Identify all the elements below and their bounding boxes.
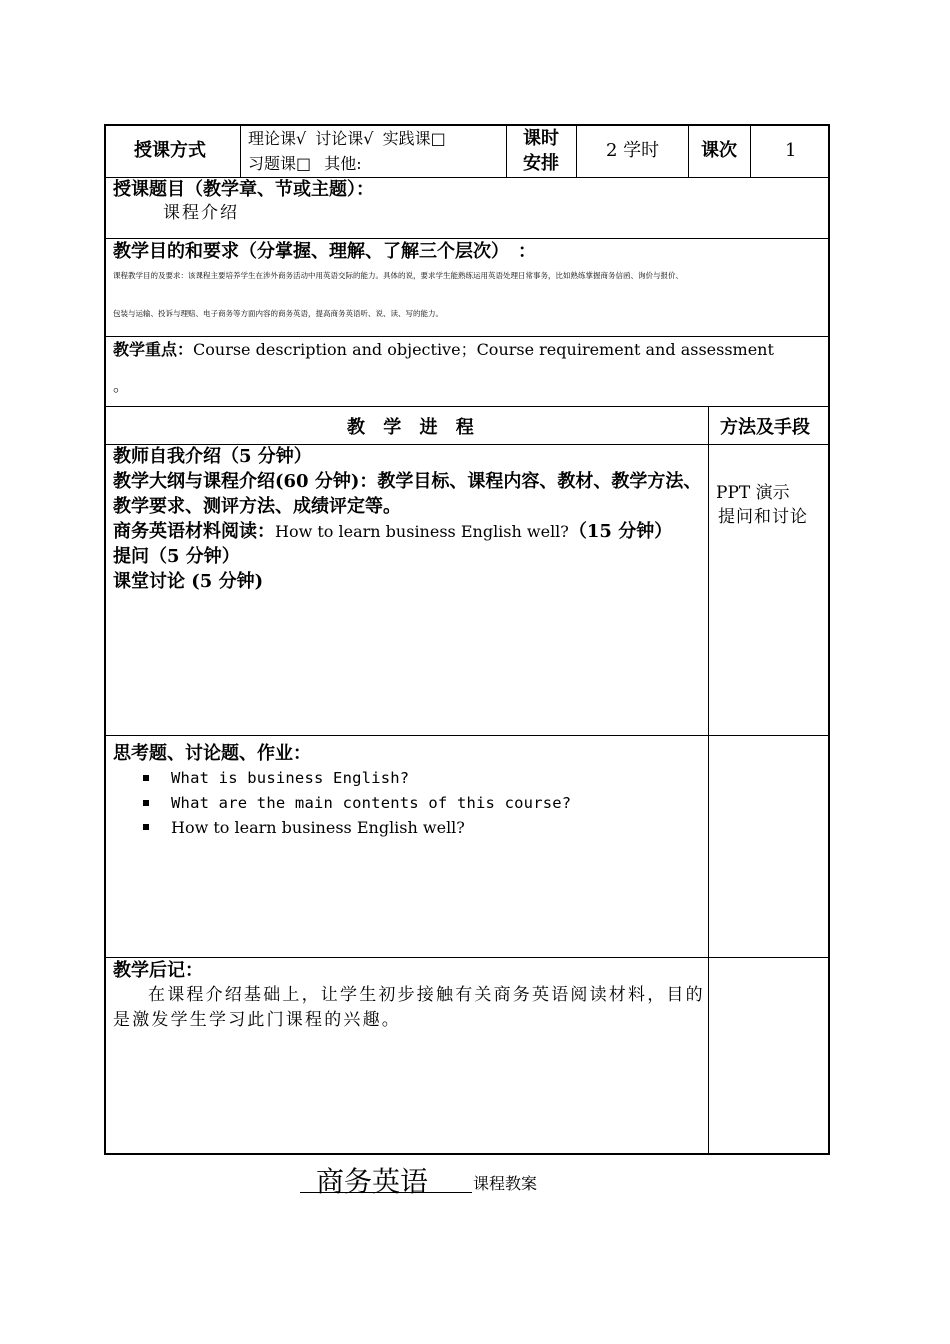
key-points-label: 教学重点： bbox=[113, 340, 194, 359]
hours-label-line2: 安排 bbox=[523, 153, 559, 174]
homework-item: What are the main contents of this course? bbox=[171, 794, 572, 812]
session-value: 1 bbox=[785, 140, 797, 161]
footer-underline bbox=[300, 1192, 472, 1193]
process-header: 教 学 进 程 bbox=[347, 417, 480, 438]
bullet-icon bbox=[143, 775, 149, 781]
bullet-icon bbox=[143, 800, 149, 806]
process-line-intro: 教师自我介绍（5 分钟） bbox=[113, 446, 312, 467]
objectives-label: 教学目的和要求（分掌握、理解、了解三个层次） ： bbox=[113, 241, 536, 262]
teaching-method-options-line2: 习题课□ 其他: bbox=[248, 154, 362, 173]
teaching-method-options-line1: 理论课√ 讨论课√ 实践课□ bbox=[248, 129, 446, 148]
methods-line-discussion: 提问和讨论 bbox=[718, 507, 808, 527]
hours-label-line1: 课时 bbox=[523, 128, 559, 149]
row-divider bbox=[104, 336, 830, 337]
row-divider bbox=[104, 735, 830, 736]
methods-header: 方法及手段 bbox=[720, 417, 810, 438]
teaching-method-label: 授课方式 bbox=[134, 140, 206, 161]
postscript-line1: 在课程介绍基础上，让学生初步接触有关商务英语阅读材料，目的 bbox=[148, 985, 705, 1005]
key-points bbox=[113, 342, 774, 358]
session-label: 课次 bbox=[701, 140, 737, 161]
process-line-syllabus-cont: 教学要求、测评方法、成绩评定等。 bbox=[113, 496, 401, 517]
row-divider bbox=[104, 177, 830, 178]
postscript-label: 教学后记： bbox=[113, 960, 203, 981]
hours-value: 2 学时 bbox=[606, 140, 660, 161]
col-divider bbox=[708, 406, 709, 1155]
key-points-trailing: 。 bbox=[113, 376, 130, 395]
col-divider bbox=[750, 124, 751, 177]
homework-label: 思考题、讨论题、作业： bbox=[113, 743, 311, 764]
topic-value: 课程介绍 bbox=[163, 203, 239, 223]
process-reading-time: （15 分钟） bbox=[568, 521, 673, 542]
homework-item: What is business English? bbox=[171, 769, 410, 787]
process-line-discussion: 课堂讨论 (5 分钟) bbox=[113, 571, 264, 592]
process-line-syllabus: 教学大纲与课程介绍(60 分钟)：教学目标、课程内容、教材、教学方法、 bbox=[113, 471, 702, 492]
homework-item: How to learn business English well? bbox=[171, 818, 465, 837]
col-divider bbox=[688, 124, 689, 177]
process-reading-label: 商务英语材料阅读： bbox=[113, 521, 275, 542]
footer-suffix: 课程教案 bbox=[473, 1174, 538, 1193]
objectives-text-line1: 课程教学目的及要求：该课程主要培养学生在涉外商务活动中用英语交际的能力。具体的说，要求学生能熟练运用英语处理日常事务，比如熟练掌握商务信函、询价与报价、 bbox=[113, 271, 683, 280]
process-line-questions: 提问（5 分钟） bbox=[113, 546, 240, 567]
col-divider bbox=[240, 124, 241, 177]
col-divider bbox=[506, 124, 507, 177]
postscript-line2: 是激发学生学习此门课程的兴趣。 bbox=[113, 1010, 401, 1030]
col-divider bbox=[576, 124, 577, 177]
footer-course-name: 商务英语 bbox=[316, 1165, 429, 1198]
row-divider bbox=[104, 957, 830, 958]
bullet-icon bbox=[143, 824, 149, 830]
row-divider bbox=[104, 406, 830, 407]
row-divider bbox=[104, 238, 830, 239]
methods-line-ppt: PPT 演示 bbox=[716, 483, 790, 503]
row-divider bbox=[104, 444, 830, 445]
process-reading-text: How to learn business English well? bbox=[275, 522, 569, 541]
process-line-reading bbox=[113, 523, 672, 541]
objectives-text-line2: 包装与运输、投诉与理赔、电子商务等方面内容的商务英语，提高商务英语听、说、读、写的能力。 bbox=[113, 309, 443, 318]
key-points-text: Course description and objective；Course requirement and assessment bbox=[193, 340, 774, 359]
topic-label: 授课题目（教学章、节或主题）： bbox=[113, 179, 374, 200]
